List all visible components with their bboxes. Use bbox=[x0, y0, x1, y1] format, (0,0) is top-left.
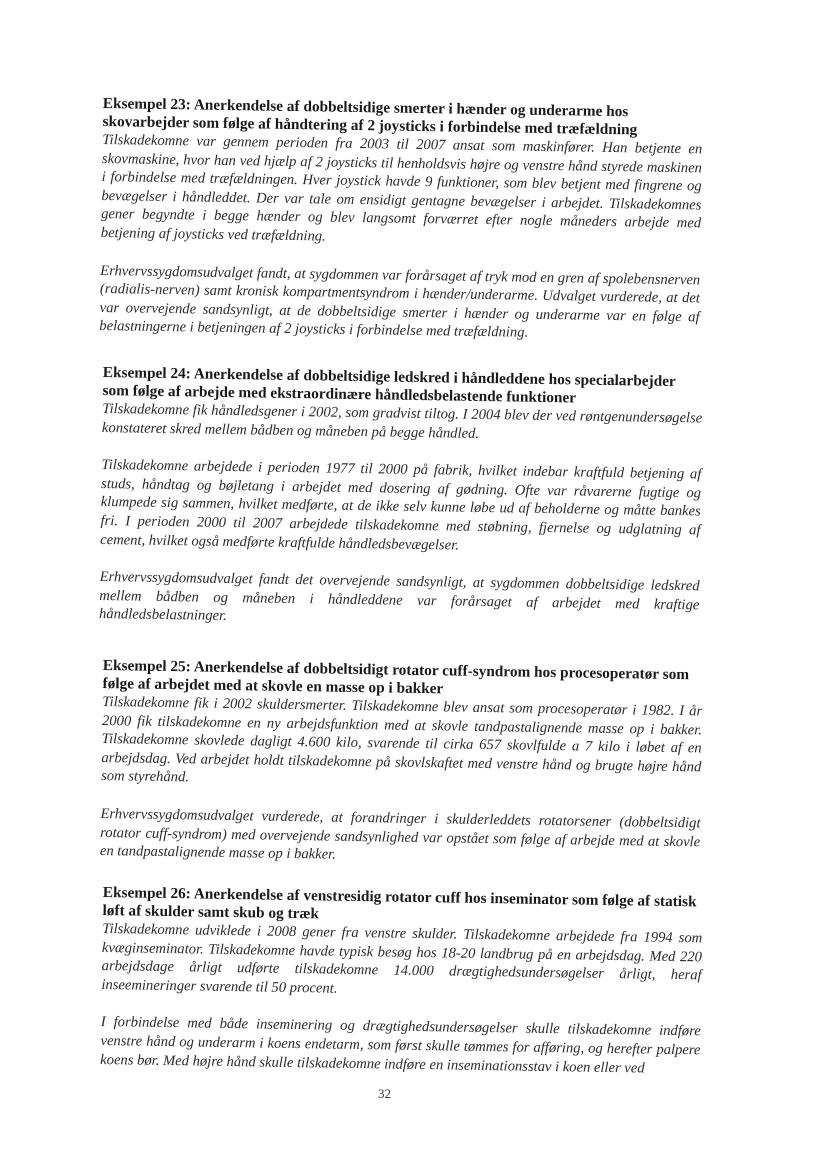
example-24-paragraph-1: Tilskadekomne fik håndledsgener i 2002, som gradvist tiltog. I 2004 blev der ved røntgenundersøgelse konstateret skred mellem bådben og måneben på begge håndled. bbox=[101, 400, 703, 442]
example-24-paragraph-2: Tilskadekomne arbejdede i perioden 1977 til 2000 på fabrik, hvilket indebar kraftfuld betjening af studs, håndtag og bøjletang i arbejdet med dosering af gødning. Ofte var råvarerne fugtige og klumpede sig sammen, hvilket medførte, at de ikke selv kunne løbe ud af beholderne og måtte bankes fri. I perioden 2000 til 2007 arbejdede tilskadekomne med støbning, fjernelse og udglatning af cement, hvilket også medførte kraftfulde håndledsbevægelser. bbox=[100, 457, 702, 554]
example-26-paragraph-1: Tilskadekomne udviklede i 2008 gener fra venstre skulder. Tilskadekomne arbejdede fra 1994 som kvæginseminator. Tilskadekomne havde typisk besøg hos 18-20 landbrug på en arbejdsdag. Med 220 arbejdsdage årligt udførte tilskadekomne 14.000 drægtighedsundersøgelser årligt, heraf inseemineringer svarende til 50 procent. bbox=[101, 920, 703, 997]
example-23-heading: Eksempel 23: Anerkendelse af dobbeltsidige smerter i hænder og underarme hos skovarbejder som følge af håndtering af 2 joysticks i forbindelse med træfældning bbox=[102, 95, 638, 139]
example-23 bbox=[99, 95, 703, 345]
example-26-paragraph-2: I forbindelse med både inseminering og drægtighedsundersøgelser skulle tilskadekomne indføre venstre hånd og underarm i koens endetarm, som først skulle tømmes for afføring, og herefter palpere koens bør. Med højre hånd skulle tilskadekomne indføre en inseminationsstav i koen eller ved bbox=[100, 1014, 701, 1077]
example-23-paragraph-2: Erhvervssygdomsudvalget fandt, at sygdommen var forårsaget af tryk mod en gren af spolebensnerven (radialis-nerven) samt kronisk kompartmentsyndrom i hænder/underarme. Udvalget vurderede, at det var overvejende sandsynligt, at de dobbeltsidige smerter i hænder og underarme var en følge af belastningerne i betjeningen af 2 joysticks i forbindelse med træfældning. bbox=[99, 262, 701, 342]
example-25 bbox=[100, 657, 703, 870]
example-25-heading: Eksempel 25: Anerkendelse af dobbeltsidigt rotator cuff-syndrom hos procesoperatør som følge af arbejdet med at skovle en masse op i bakker bbox=[102, 657, 690, 698]
example-24-heading: Eksempel 24: Anerkendelse af dobbeltsidige ledskred i håndleddene hos specialarbejder som følge af arbejde med ekstraordinære håndledsbelastende funktioner bbox=[102, 364, 676, 407]
example-24 bbox=[99, 364, 703, 633]
example-25-paragraph-2: Erhvervssygdomsudvalget vurderede, at forandringer i skulderleddets rotatorsener (dobbeltsidigt rotator cuff-syndrom) med overvejende sandsynlighed var opstået som følge af arbejde med at skovle en tandpastalignende masse op i bakker. bbox=[99, 805, 701, 863]
example-26-heading: Eksempel 26: Anerkendelse af venstresidig rotator cuff hos inseminator som følge af statisk løft af skulder samt skub og træk bbox=[102, 884, 697, 923]
example-25-paragraph-1: Tilskadekomne fik i 2002 skuldersmerter. Tilskadekomne blev ansat som procesoperatør i 1982. I år 2000 fik tilskadekomne en ny arbejdsfunktion med at skovle tandpastalignende masse op i bakker. Tilskadekomne skovlede dagligt 4.600 kilo, svarende til cirka 657 skovlfulde a 7 kilo i løbet af en arbejdsdag. Ved arbejdet holdt tilskadekomne på skovlskaftet med venstre hånd og brugte højre hånd som styrehånd. bbox=[100, 693, 703, 786]
example-24-paragraph-3: Erhvervssygdomsudvalget fandt det overvejende sandsynligt, at sygdommen dobbeltsidige ledskred mellem bådben og måneben i håndleddene var forårsaget af arbejdet med kraftige håndledsbelastninger. bbox=[98, 569, 700, 625]
page-number: 32 bbox=[378, 1086, 391, 1101]
example-26 bbox=[100, 884, 703, 1079]
example-23-paragraph-1: Tilskadekomne var gennem perioden fra 2003 til 2007 ansat som maskinfører. Han betjente en skovmaskine, hvor han ved hjælp af 2 joysticks til henholdsvis højre og venstre hånd styrede maskinen i forbindelse med træfældningen. Hver joystick havde 9 funktioner, som blev betjent med fingrene og bevægelser i håndleddet. Der var tale om ensidigt gentagne bevægelser i arbejdet. Tilskadekomnes gener begyndte i begge hænder og blev langsomt forværret efter nogle måneders arbejde med betjening af joysticks ved træfældning. bbox=[100, 131, 703, 245]
